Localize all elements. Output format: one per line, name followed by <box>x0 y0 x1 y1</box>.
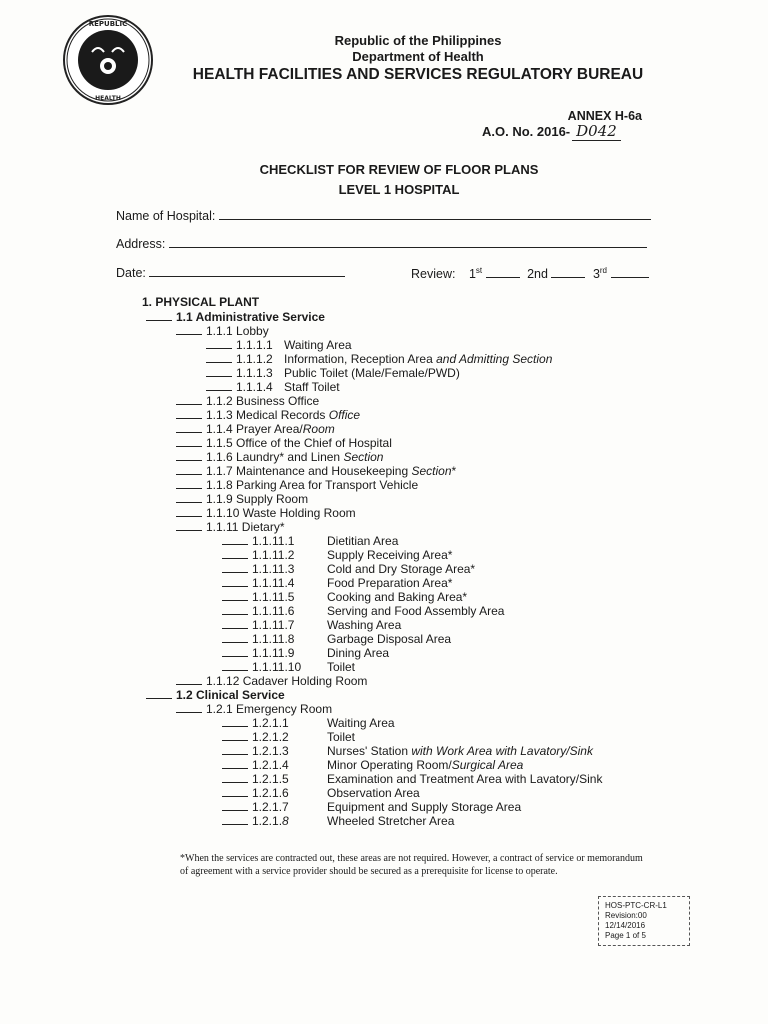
svg-text:REPUBLIC: REPUBLIC <box>88 20 128 28</box>
title-line-2: LEVEL 1 HOSPITAL <box>338 182 460 197</box>
stamp-date: 12/14/2016 <box>605 921 646 930</box>
list-item[interactable]: 1.1.11.10 Toilet <box>222 660 355 674</box>
list-item[interactable]: 1.2.1.4 Minor Operating Room/Surgical Area <box>222 758 523 772</box>
list-item[interactable]: 1.1.12 Cadaver Holding Room <box>176 674 367 688</box>
header-line-3: HEALTH FACILITIES AND SERVICES REGULATORY BUREAU <box>192 66 644 83</box>
ao-label: A.O. No. 2016- <box>482 124 571 139</box>
ao-handwritten: D042 <box>572 122 621 141</box>
list-item[interactable]: 1.2.1.1 Waiting Area <box>222 716 395 730</box>
letterhead <box>0 33 768 85</box>
list-item[interactable]: 1.1.1.1 Waiting Area <box>206 338 352 352</box>
review-field <box>411 266 649 281</box>
list-item[interactable]: 1.1.6 Laundry* and Linen Section <box>176 450 383 464</box>
list-item[interactable]: 1.2.1.5 Examination and Treatment Area with Lavatory/Sink <box>222 772 602 786</box>
list-item[interactable]: 1.1.7 Maintenance and Housekeeping Section* <box>176 464 456 478</box>
svg-text:HEALTH: HEALTH <box>95 95 121 102</box>
review-3-line[interactable] <box>611 267 649 278</box>
list-item[interactable]: 1.1.11 Dietary* <box>176 520 285 534</box>
review-1-line[interactable] <box>486 267 520 278</box>
address-line[interactable] <box>169 237 647 248</box>
list-item[interactable]: 1.1.11.8 Garbage Disposal Area <box>222 632 451 646</box>
hospital-name-label: Name of Hospital: <box>116 209 216 223</box>
document-title <box>0 160 768 200</box>
list-item[interactable]: 1.2 Clinical Service <box>146 688 285 702</box>
footnote: *When the services are contracted out, these areas are not required. However, a contract of service or memorandum of agreement with a service provider should be secured as a prerequisite for license to operate. <box>180 853 643 877</box>
stamp-page: Page 1 of 5 <box>605 931 646 940</box>
list-item[interactable]: 1.1.4 Prayer Area/Room <box>176 422 335 436</box>
document-control-stamp <box>598 896 690 946</box>
review-label: Review: <box>411 267 456 282</box>
list-item[interactable]: 1.1.2 Business Office <box>176 394 319 408</box>
stamp-revision: Revision:00 <box>605 911 647 920</box>
hospital-name-field[interactable] <box>116 209 651 223</box>
list-item[interactable]: 1.1.11.5 Cooking and Baking Area* <box>222 590 467 604</box>
address-field[interactable] <box>116 237 647 251</box>
title-line-1: CHECKLIST FOR REVIEW OF FLOOR PLANS <box>259 162 539 177</box>
list-item[interactable]: 1.1.11.1 Dietitian Area <box>222 534 398 548</box>
list-item[interactable]: 1.1.11.9 Dining Area <box>222 646 389 660</box>
list-item[interactable]: 1.1 Administrative Service <box>146 310 325 324</box>
list-item[interactable]: 1.2.1 Emergency Room <box>176 702 332 716</box>
review-1: 1st <box>468 266 483 282</box>
date-field[interactable] <box>116 266 345 280</box>
review-2-line[interactable] <box>551 267 585 278</box>
list-item[interactable]: 1.1.11.4 Food Preparation Area* <box>222 576 452 590</box>
list-item[interactable]: 1.1.3 Medical Records Office <box>176 408 360 422</box>
review-3: 3rd <box>592 266 608 282</box>
address-label: Address: <box>116 237 166 251</box>
list-item[interactable]: 1.1.1.2 Information, Reception Area and Admitting Section <box>206 352 552 366</box>
stamp-code: HOS-PTC-CR-L1 <box>605 901 667 910</box>
hospital-name-line[interactable] <box>219 209 651 220</box>
list-item[interactable]: 1.2.1.2 Toilet <box>222 730 355 744</box>
list-item[interactable]: 1.1.9 Supply Room <box>176 492 308 506</box>
list-item[interactable]: 1.2.1.6 Observation Area <box>222 786 420 800</box>
list-item[interactable]: 1.1.1 Lobby <box>176 324 269 338</box>
list-item[interactable]: 1.1.11.3 Cold and Dry Storage Area* <box>222 562 475 576</box>
list-item[interactable]: 1.2.1.7 Equipment and Supply Storage Area <box>222 800 521 814</box>
annex-label: ANNEX H-6a <box>567 109 642 123</box>
date-line[interactable] <box>149 266 345 277</box>
list-item[interactable]: 1.2.1.3 Nurses' Station with Work Area with Lavatory/Sink <box>222 744 593 758</box>
list-item[interactable]: 1.1.8 Parking Area for Transport Vehicle <box>176 478 418 492</box>
header-line-1: Republic of the Philippines <box>334 33 502 48</box>
list-item[interactable]: 1.1.5 Office of the Chief of Hospital <box>176 436 392 450</box>
list-item[interactable]: 1.1.10 Waste Holding Room <box>176 506 356 520</box>
date-label: Date: <box>116 266 146 280</box>
list-item[interactable]: 1.1.11.7 Washing Area <box>222 618 401 632</box>
list-item[interactable]: 1.1.11.2 Supply Receiving Area* <box>222 548 452 562</box>
list-item[interactable]: 1.1.1.3 Public Toilet (Male/Female/PWD) <box>206 366 460 380</box>
header-line-2: Department of Health <box>352 49 484 64</box>
list-item[interactable]: 1.1.1.4 Staff Toilet <box>206 380 340 394</box>
ao-number <box>482 122 621 141</box>
list-item[interactable]: 1.2.1.8 Wheeled Stretcher Area <box>222 814 454 828</box>
list-item[interactable]: 1.1.11.6 Serving and Food Assembly Area <box>222 604 504 618</box>
list-item: 1. PHYSICAL PLANT <box>142 295 260 309</box>
review-2: 2nd <box>527 267 548 282</box>
